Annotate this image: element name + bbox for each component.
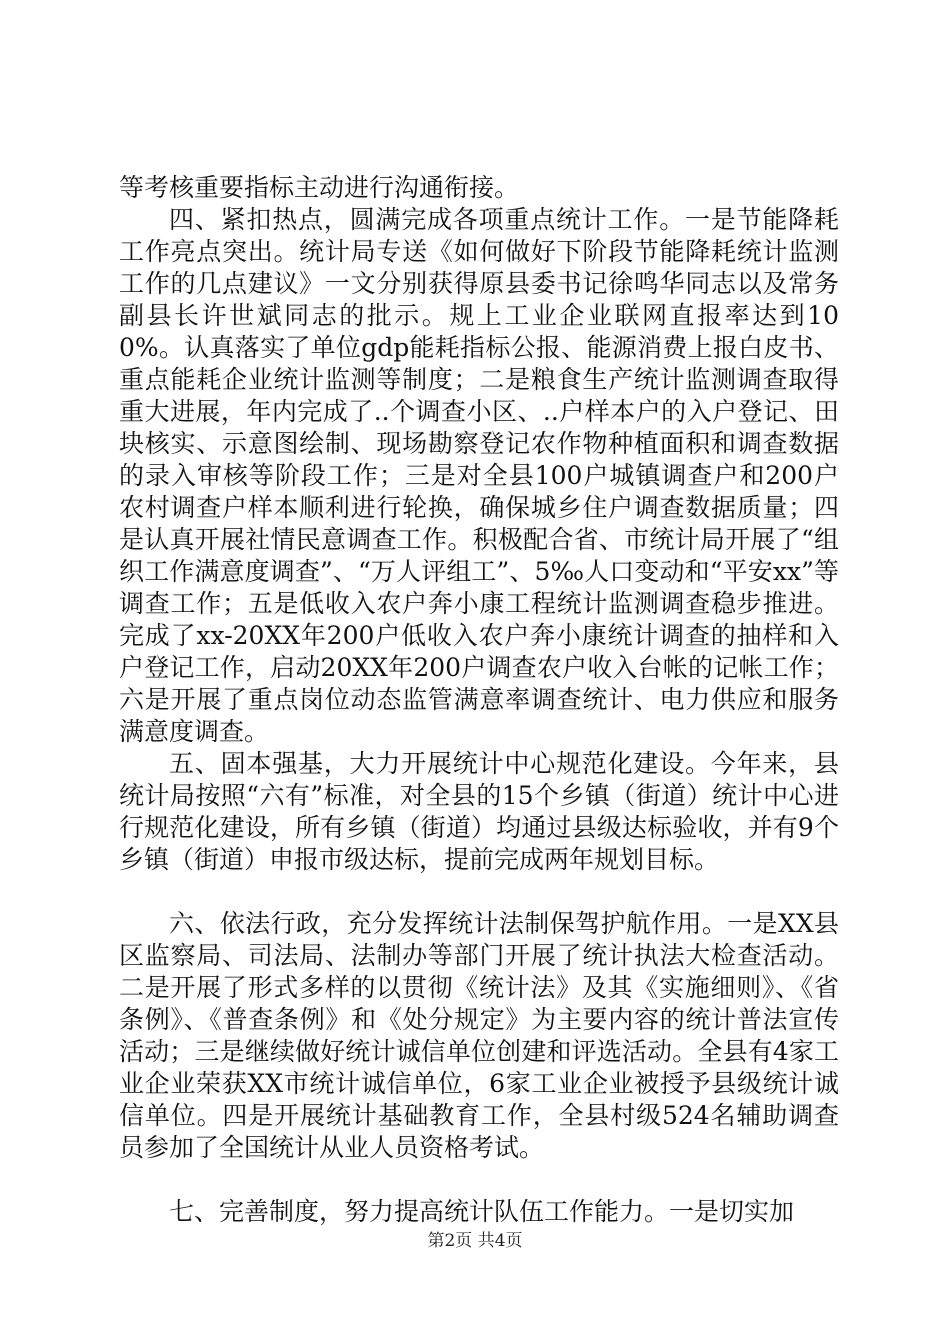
- paragraph-continuation: 等考核重要指标主动进行沟通衔接。: [119, 173, 520, 202]
- paragraph-gap: [119, 1164, 839, 1196]
- paragraph-section-4: 四、紧扣热点，圆满完成各项重点统计工作。一是节能降耗工作亮点突出。统计局专送《如何做好下阶段节能降耗统计监测工作的几点建议》一文分别获得原县委书记徐鸣华同志以及常务副县长许世斌同志的批示。规上工业企业联网直报率达到100%。认真落实了单位gdp能耗指标公报、能源消费上报白皮书、重点能耗企业统计监测等制度；二是粮食生产统计监测调查取得重大进展，年内完成了..个调查小区、..户样本户的入户登记、田块核实、示意图绘制、现场勘察登记农作物种植面积和调查数据的录入审核等阶段工作；三是对全县100户城镇调查户和200户农村调查户样本顺利进行轮换，确保城乡住户调查数据质量；四是认真开展社情民意调查工作。积极配合省、市统计局开展了“组织工作满意度调查”、“万人评组工”、5‰人口变动和“平安xx”等调查工作；五是低收入农户奔小康工程统计监测调查稳步推进。完成了xx-20XX年200户低收入农户奔小康统计调查的抽样和入户登记工作，启动20XX年200户调查农户收入台帐的记帐工作；六是开展了重点岗位动态监管满意率调查统计、电力供应和服务满意度调查。: [119, 205, 839, 746]
- document-body: [119, 172, 839, 1228]
- paragraph-section-6: 六、依法行政，充分发挥统计法制保驾护航作用。一是XX县区监察局、司法局、法制办等部门开展了统计执法大检查活动。二是开展了形式多样的以贯彻《统计法》及其《实施细则》、《省条例》、《普查条例》和《处分规定》为主要内容的统计普法宣传活动；三是继续做好统计诚信单位创建和评选活动。全县有4家工业企业荣获XX市统计诚信单位，6家工业企业被授予县级统计诚信单位。四是开展统计基础教育工作，全县村级524名辅助调查员参加了全国统计从业人员资格考试。: [119, 909, 839, 1162]
- paragraph-section-5: 五、固本强基，大力开展统计中心规范化建设。今年来，县统计局按照“六有”标准，对全县的15个乡镇（街道）统计中心进行规范化建设，所有乡镇（街道）均通过县级达标验收，并有9个乡镇（街道）申报市级达标，提前完成两年规划目标。: [119, 749, 839, 874]
- paragraph-gap: [119, 876, 839, 908]
- paragraph-section-7: 七、完善制度，努力提高统计队伍工作能力。一是切实加: [169, 1197, 795, 1226]
- page-number: 第2页 共4页: [427, 1231, 523, 1251]
